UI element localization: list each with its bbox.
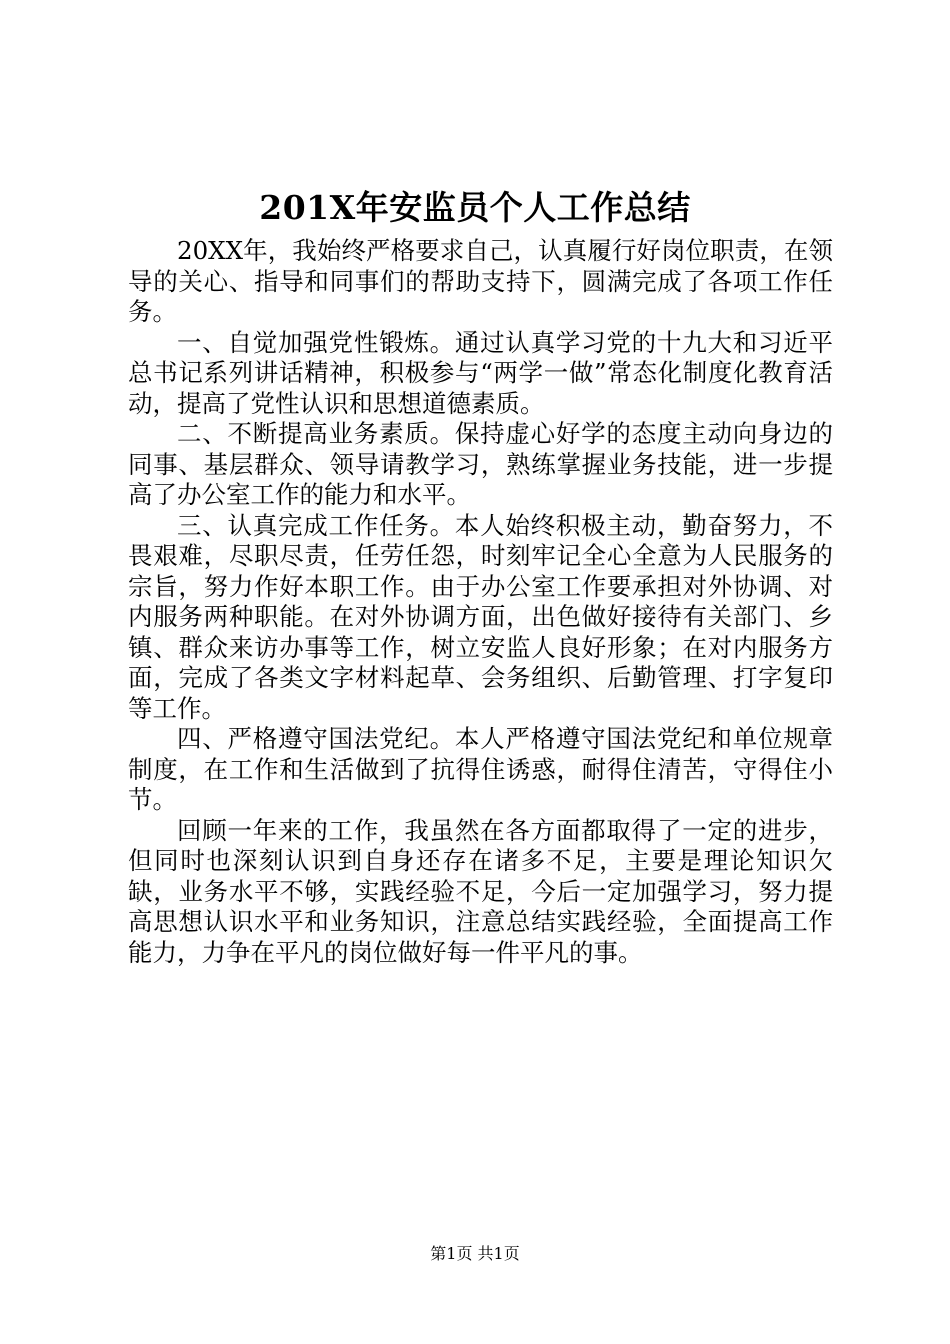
page-number-footer: 第1页 共1页 [430,1244,520,1263]
paragraph-section-2: 二、不断提高业务素质。保持虚心好学的态度主动向身边的同事、基层群众、领导请教学习，熟练掌握业务技能，进一步提高了办公室工作的能力和水平。 [128,419,833,509]
paragraph-section-4: 四、严格遵守国法党纪。本人严格遵守国法党纪和单位规章制度，在工作和生活做到了抗得住诱惑，耐得住清苦，守得住小节。 [128,724,833,814]
paragraph-section-1: 一、自觉加强党性锻炼。通过认真学习党的十九大和习近平总书记系列讲话精神，积极参与“两学一做”常态化制度化教育活动，提高了党性认识和思想道德素质。 [128,327,833,418]
paragraph-section-3: 三、认真完成工作任务。本人始终积极主动，勤奋努力，不畏艰难，尽职尽责，任劳任怨，时刻牢记全心全意为人民服务的宗旨，努力作好本职工作。由于办公室工作要承担对外协调、对内服务两种职能。在对外协调方面，出色做好接待有关部门、乡镇、群众来访办事等工作，树立安监人良好形象；在对内服务方面，完成了各类文字材料起草、会务组织、后勤管理、打字复印等工作。 [128,510,833,723]
paragraph-conclusion: 回顾一年来的工作，我虽然在各方面都取得了一定的进步，但同时也深刻认识到自身还存在诸多不足，主要是理论知识欠缺，业务水平不够，实践经验不足，今后一定加强学习，努力提高思想认识水平和业务知识，注意总结实践经验，全面提高工作能力，力争在平凡的岗位做好每一件平凡的事。 [128,815,833,967]
document-title: 201X年安监员个人工作总结 [259,188,691,227]
paragraph-intro: 20XX年，我始终严格要求自己，认真履行好岗位职责，在领导的关心、指导和同事们的帮助支持下，圆满完成了各项工作任务。 [128,236,833,326]
document-body [128,236,833,968]
